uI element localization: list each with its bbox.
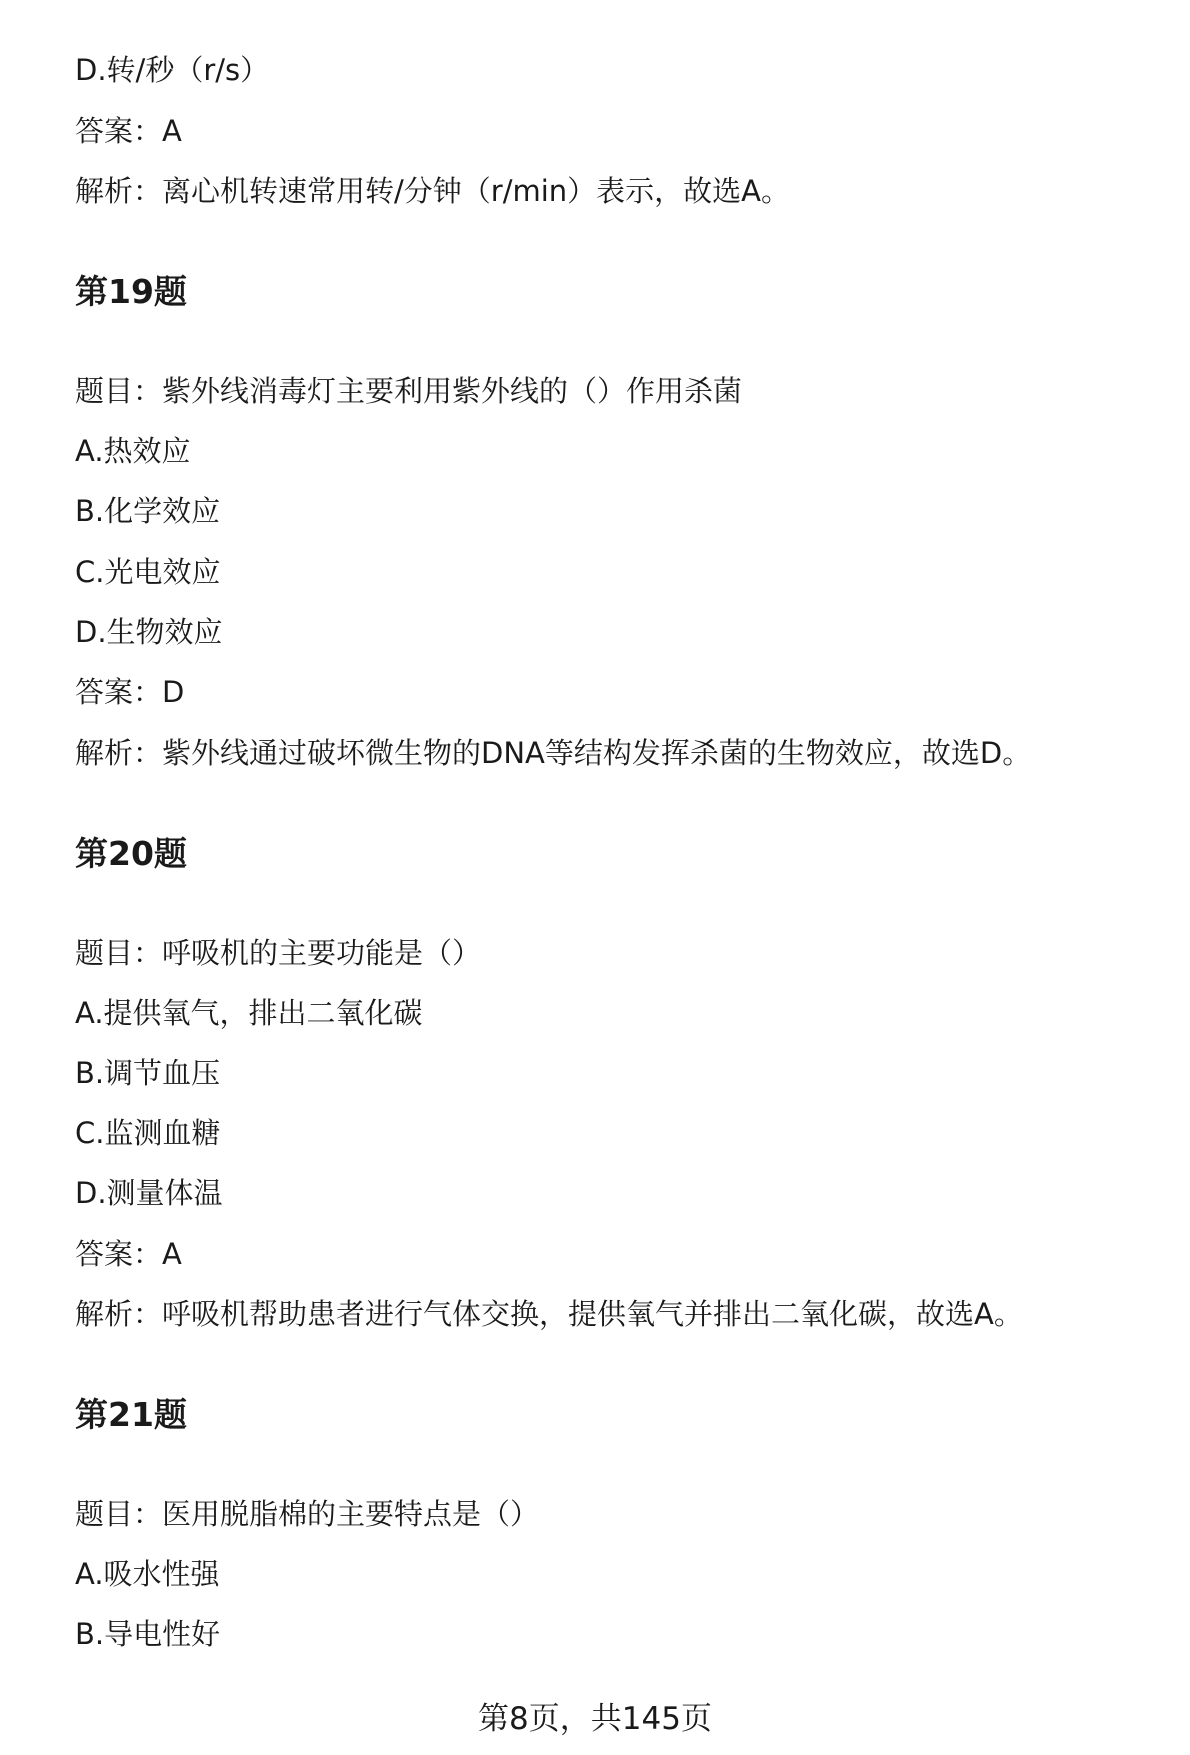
q19-answer: 答案：D: [75, 675, 185, 709]
q21-option-a: A.吸水性强: [75, 1557, 220, 1591]
q19-option-c: C.光电效应: [75, 555, 221, 589]
q20-option-a: A.提供氧气，排出二氧化碳: [75, 996, 423, 1030]
q21-question: 题目：医用脱脂棉的主要特点是（）: [75, 1497, 540, 1531]
q21-heading: 第21题: [75, 1395, 187, 1434]
q19-question: 题目：紫外线消毒灯主要利用紫外线的（）作用杀菌: [75, 374, 743, 408]
q19-option-a: A.热效应: [75, 434, 191, 468]
q20-heading: 第20题: [75, 834, 187, 873]
q18-analysis: 解析：离心机转速常用转/分钟（r/min）表示，故选A。: [75, 174, 790, 208]
q20-option-b: B.调节血压: [75, 1056, 221, 1090]
q20-question: 题目：呼吸机的主要功能是（）: [75, 936, 482, 970]
q19-option-b: B.化学效应: [75, 494, 221, 528]
q21-option-b: B.导电性好: [75, 1617, 221, 1651]
q20-option-c: C.监测血糖: [75, 1116, 221, 1150]
q20-option-d: D.测量体温: [75, 1176, 223, 1210]
q19-heading: 第19题: [75, 272, 187, 311]
q18-option-d: D.转/秒（r/s）: [75, 53, 270, 87]
q18-answer: 答案：A: [75, 114, 182, 148]
q19-analysis: 解析：紫外线通过破坏微生物的DNA等结构发挥杀菌的生物效应，故选D。: [75, 736, 1032, 770]
q20-answer: 答案：A: [75, 1237, 182, 1271]
q19-option-d: D.生物效应: [75, 615, 223, 649]
page-number: 第8页，共145页: [478, 1701, 712, 1737]
q20-analysis: 解析：呼吸机帮助患者进行气体交换，提供氧气并排出二氧化碳，故选A。: [75, 1297, 1023, 1331]
